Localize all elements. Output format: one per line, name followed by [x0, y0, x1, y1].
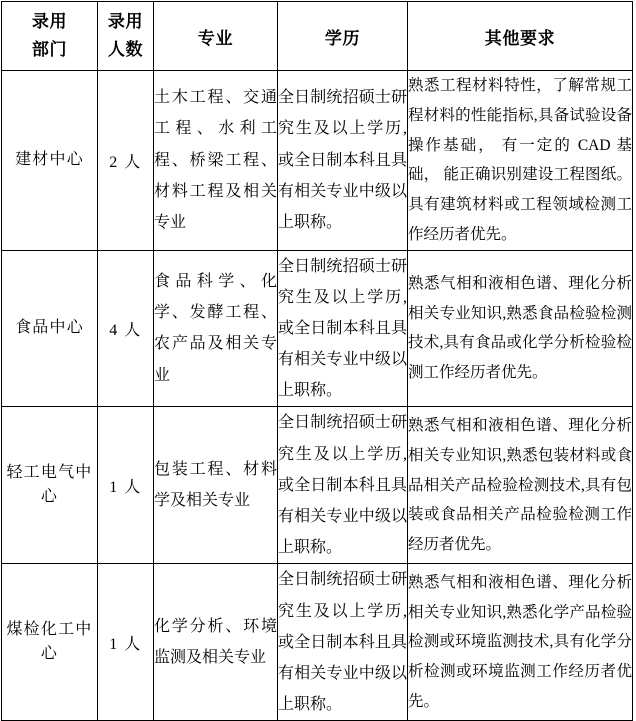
- cell-other-requirements: 熟悉工程材料特性，了解常规工程材料的性能指标,具备试验设备操作基础， 有一定的 CAD 基础， 能正确识别建设工程图纸。具有建筑材料或工程领域检测工作经历者优先。: [408, 71, 633, 251]
- column-header-department-line2: 部门: [31, 40, 68, 59]
- table-row: [2, 71, 633, 251]
- column-header-headcount-line1: 录用: [107, 12, 144, 32]
- cell-department: 煤检化工中心: [2, 564, 98, 721]
- cell-education: 全日制统招硕士研究生及以上学历,或全日制本科且具有相关专业中级以上职称。: [278, 564, 408, 721]
- column-header-other-label: 其他要求: [484, 28, 556, 48]
- column-header-major: [154, 2, 278, 71]
- column-header-education: [278, 2, 408, 71]
- cell-other-requirements: 熟悉气相和液相色谱、理化分析相关专业知识,熟悉包装材料或食品相关产品检验检测技术,具有包装或食品相关产品检验检测工作经历者优先。: [408, 407, 633, 564]
- recruitment-table: [1, 1, 633, 721]
- table-row: [2, 407, 633, 564]
- table-header: [2, 2, 633, 71]
- cell-education: 全日制统招硕士研究生及以上学历,或全日制本科且具有相关专业中级以上职称。: [278, 407, 408, 564]
- table-body: [2, 71, 633, 721]
- cell-department: 轻工电气中心: [2, 407, 98, 564]
- cell-major: 包装工程、材料学及相关专业: [154, 407, 278, 564]
- document-page: [0, 1, 636, 714]
- cell-education: 全日制统招硕士研究生及以上学历,或全日制本科且具有相关专业中级以上职称。: [278, 71, 408, 251]
- column-header-headcount: [98, 2, 154, 71]
- header-row: [2, 2, 633, 71]
- cell-headcount: 4 人: [98, 250, 154, 407]
- column-header-department-line1: 录用: [31, 12, 68, 32]
- cell-other-requirements: 熟悉气相和液相色谱、理化分析相关专业知识,熟悉化学产品检验检测或环境监测技术,具有化学分析检测或环境监测工作经历者优先。: [408, 564, 633, 721]
- cell-headcount: 2 人: [98, 71, 154, 251]
- cell-department: 建材中心: [2, 71, 98, 251]
- cell-major: 土木工程、交通工程、水利工程、桥梁工程、材料工程及相关专业: [154, 71, 278, 251]
- cell-department: 食品中心: [2, 250, 98, 407]
- column-header-department: [2, 2, 98, 71]
- column-header-other: [408, 2, 633, 71]
- cell-education: 全日制统招硕士研究生及以上学历,或全日制本科且具有相关专业中级以上职称。: [278, 250, 408, 407]
- cell-headcount: 1 人: [98, 564, 154, 721]
- cell-other-requirements: 熟悉气相和液相色谱、理化分析相关专业知识,熟悉食品检验检测技术,具有食品或化学分析检验检测工作经历者优先。: [408, 250, 633, 407]
- column-header-major-label: 专业: [197, 28, 234, 48]
- column-header-headcount-line2: 人数: [107, 40, 144, 59]
- table-row: [2, 250, 633, 407]
- table-row: [2, 564, 633, 721]
- cell-headcount: 1 人: [98, 407, 154, 564]
- column-header-education-label: 学历: [324, 28, 361, 48]
- cell-major: 食品科学、化学、发酵工程、农产品及相关专业: [154, 250, 278, 407]
- cell-major: 化学分析、环境监测及相关专业: [154, 564, 278, 721]
